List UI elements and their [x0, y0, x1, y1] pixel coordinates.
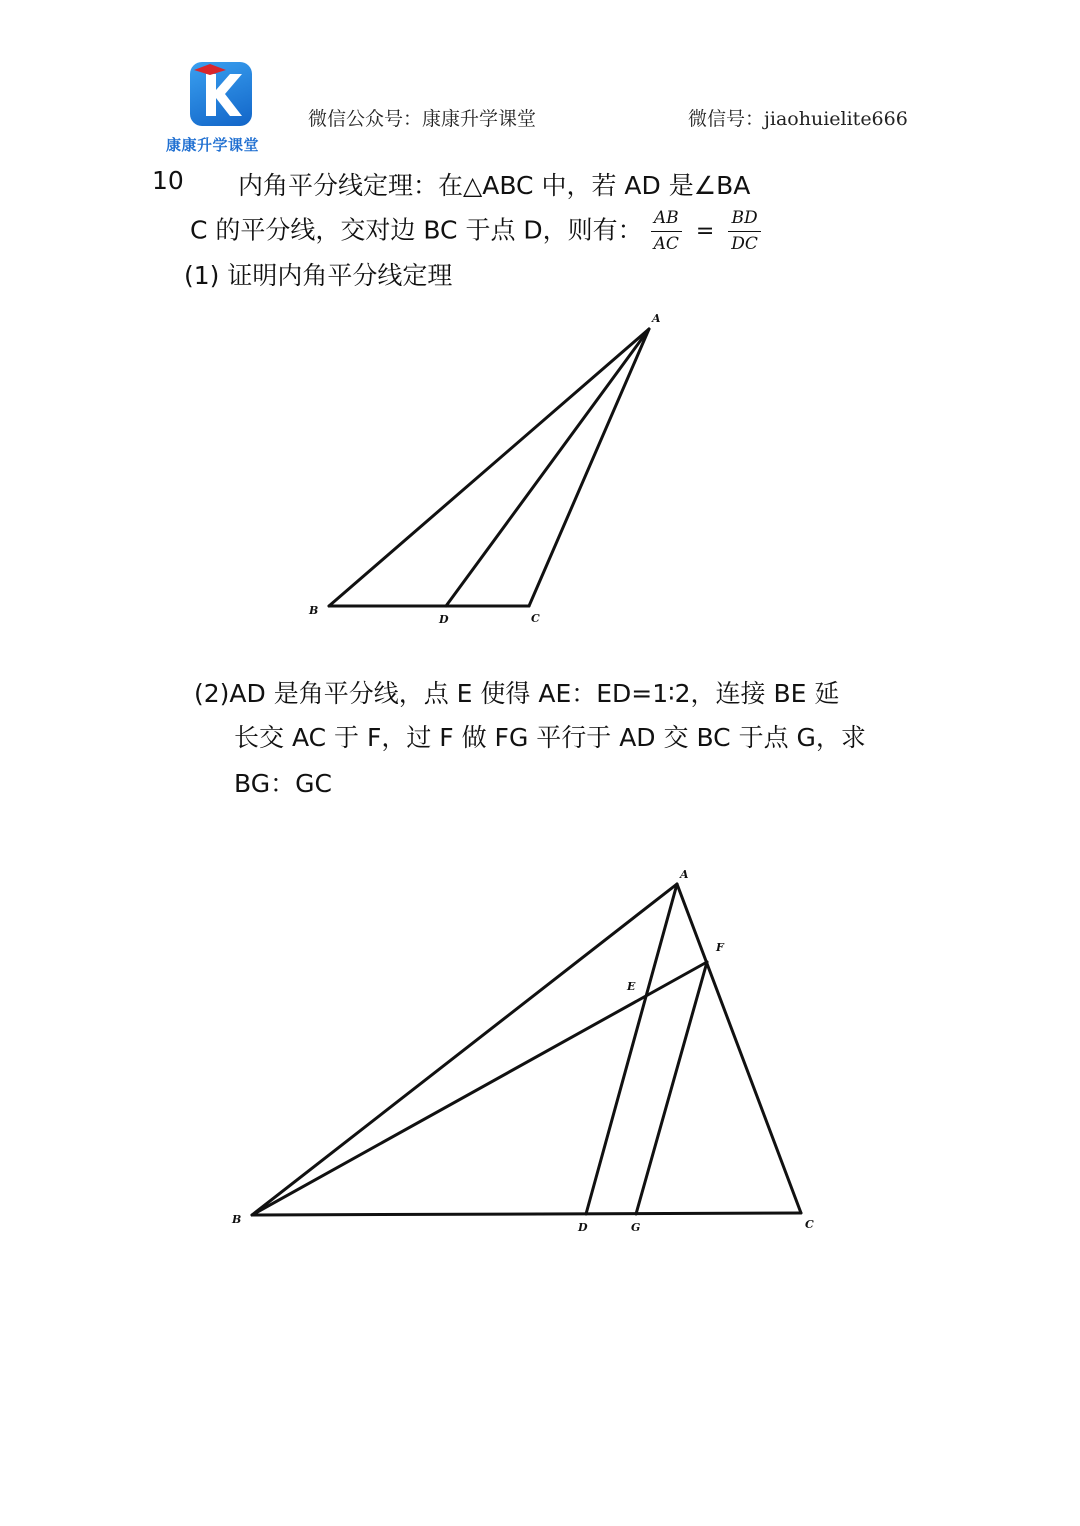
fraction-denominator: AC [653, 234, 679, 254]
segment-ad [586, 884, 677, 1214]
fraction-denominator: DC [731, 234, 758, 254]
equals-sign: = [695, 219, 715, 244]
point-label-a: A [680, 868, 689, 881]
point-label-f: F [716, 941, 724, 954]
point-label-d: D [578, 1221, 588, 1234]
fraction-numerator: BD [728, 210, 761, 232]
part-1-text: (1) 证明内角平分线定理 [184, 261, 453, 290]
point-label-a: A [652, 312, 661, 325]
part-2-line-3: BG：GC [234, 769, 332, 798]
point-label-c: C [805, 1218, 814, 1231]
point-label-e: E [627, 980, 636, 993]
part-2-line-2: 长交 AC 于 F，过 F 做 FG 平行于 AD 交 BC 于点 G，求 [234, 723, 866, 752]
segment-bf [252, 962, 707, 1215]
problem-number: 10 [152, 166, 184, 195]
point-label-g: G [631, 1221, 641, 1234]
wechat-id-text: 微信号：jiaohuielite666 [688, 108, 908, 130]
official-account-text: 微信公众号：康康升学课堂 [308, 108, 537, 130]
point-label-b: B [309, 604, 319, 617]
segment-bc [252, 1213, 801, 1215]
segment-ac [677, 884, 801, 1213]
point-label-c: C [531, 612, 540, 625]
segment-fg [636, 962, 707, 1214]
problem-line-1: 内角平分线定理：在△ABC 中，若 AD 是∠BA [238, 171, 751, 200]
segment-ab [252, 884, 677, 1215]
part-2-line-1: (2)AD 是角平分线，点 E 使得 AE：ED=1∶2，连接 BE 延 [194, 679, 840, 708]
problem-line-2-text: C 的平分线，交对边 BC 于点 D，则有： [190, 215, 643, 245]
point-label-b: B [232, 1213, 242, 1226]
brand-name: 康康升学课堂 [166, 136, 260, 154]
fraction-numerator: AB [651, 210, 682, 232]
point-label-d: D [439, 613, 449, 626]
